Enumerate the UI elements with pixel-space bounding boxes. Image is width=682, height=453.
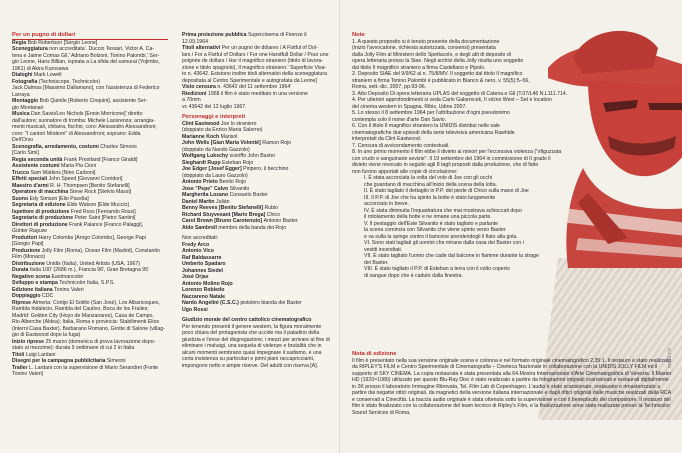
cast-list — [182, 121, 332, 232]
credit-label: Suono — [12, 195, 30, 202]
note-line: 6. Con il titolo Il magnifico straniero la UNIDIS distribui nelle sale — [352, 123, 500, 129]
credit-label: Ispettore di produzione — [12, 208, 71, 215]
note-line: interpretati da Clint Eastwood. — [352, 136, 422, 142]
cast-actor: Sieghardt Rupp — [182, 159, 223, 166]
credit-text: stato al mezzime): durata 9 settimane di cui 2 in Italia — [12, 345, 135, 351]
cut-line: accorciato in breve. — [364, 201, 409, 207]
credit-text: depositata al Centro Sperimentale e autografata da Leone] — [182, 77, 317, 84]
uncredited-name: Umberto Spadaro — [182, 261, 226, 267]
credit-text: Larraya — [12, 91, 30, 98]
credit-text: 12.09.1964 — [182, 38, 208, 45]
cast-role: Antonio Baxter — [263, 218, 298, 224]
cast-role: Silvanito — [229, 185, 250, 192]
note-line: del cinema western in Spagna. Ribis, Udine 2007. — [352, 103, 467, 110]
credit-text: Jolly Film (Roma), Ocean Film (Madrid), Constantin — [41, 247, 160, 254]
note-line: contempla solo il nome d'arte Dan Savio. — [352, 116, 447, 123]
credit-text: zione e titolo spagnolo), Il magnifico straniero.' Superficie Visa- — [182, 64, 327, 71]
credit-label: Musica — [12, 111, 32, 117]
credit-text: n. 43642 del 11 settembre 1964' — [217, 84, 292, 90]
info-column — [182, 32, 332, 369]
credit-text: Tonino Valeri — [54, 286, 84, 293]
cast-role: Benito Rojo — [219, 179, 247, 185]
credit-text: Fred Ross [Fernando Rossi] — [70, 208, 136, 215]
credit-text: coro: "I cantori Moderni" di Alessandroni; soprano: Edda — [12, 130, 141, 137]
cast-role: (doppiato da Nando Gazzolo) — [182, 146, 250, 153]
cut-line: IV. È stata diminuita l'inquadratura che mai mostrava schioccati dopo — [364, 207, 522, 214]
credit-text: R. H. Thompsen [Benito Stefanelli] — [50, 182, 130, 189]
cast-role: Marisol — [220, 133, 238, 140]
cut-line: VI. Sono stati tagliati gli uomini che mirano dalla casa dei Baxter con i — [364, 240, 524, 246]
credit-label: Visto censura — [182, 84, 218, 90]
credit-label: Riprese — [12, 299, 33, 306]
credit-label: Regia seconda unità — [12, 156, 64, 163]
credits-column — [12, 32, 168, 378]
cut-line: che guardano di macchina all'inizio della scena della lotta. — [364, 181, 498, 188]
credit-label: Distribuzione — [12, 260, 47, 267]
note-line: dal titolo Il magnifico straniero a firma Castellano e Pipolo. — [352, 64, 486, 71]
credit-text: Bob Quintle [Roberto Cinquini], assistente Ser- — [39, 98, 148, 104]
uncredited-name: José Orjas — [182, 274, 209, 280]
note-line: dalla Jolly Film al Ministero dello Spettacolo, e degli atti di deposito di — [352, 51, 511, 58]
credit-label: Scenografia, arredamento, costumi — [12, 143, 101, 150]
credit-label: Direttori di produzione — [12, 221, 70, 228]
credit-label: Regia — [12, 39, 28, 46]
cast-role: Ramon Rojo — [262, 140, 292, 146]
credit-label: Prima proiezione pubblica — [182, 32, 249, 38]
cut-line: e va sulla la spinge contro il bancone prendendogli il fiato alla gola. — [364, 233, 518, 240]
cast-actor: Jose "Pepe" Calvo — [182, 185, 230, 192]
credit-text: Supercinema di Firenze il — [248, 32, 307, 38]
credit-label: Disegni per la campagna pubblicitaria — [12, 358, 107, 364]
cast-role: sceriffo John Baxter — [229, 153, 276, 159]
uncredited-name: Antonio Molino Rojo — [182, 280, 233, 287]
cut-line: VIII. È stato tagliato il P.P. di Esteban a terra con il volto coperto — [364, 266, 510, 272]
note-line: (inizio l'avvocatone, richiesta autorizzata, consensi) presentata — [352, 45, 496, 51]
credit-text: Sam Watkins [Nino Carboni] — [30, 169, 96, 176]
cast-role: Esteban Rojo — [222, 159, 254, 166]
cast-role: Consuelo Baxter — [229, 192, 268, 198]
credit-text: John Speed [Giovanni Corridori] — [48, 176, 123, 182]
credit-label: Doppiaggio — [12, 293, 42, 299]
credit-text: Rambla Indalecio, Rambla del Cautivo, Boca de los Frailes; — [12, 306, 149, 312]
credit-label: Dialoghi — [12, 72, 34, 78]
cast-role: Piripero, il becchino — [243, 166, 289, 172]
note-line: opera letteraria presso la Siae. Negli archivi della Jolly risulta uno soggetto — [352, 58, 524, 64]
cut-line: il rotolamento della botte e ne rimane una piccola parte. — [364, 214, 492, 220]
left-page — [0, 0, 340, 453]
edition-note — [352, 351, 672, 416]
credit-label: Montaggio — [12, 98, 40, 104]
credit-label: Edizione italiana — [12, 286, 55, 293]
notes-column — [352, 32, 678, 279]
cut-line: dei Baxter. — [364, 259, 389, 266]
credit-text: Per un pugno de dólares / A Fistful of Dol- — [221, 45, 318, 51]
credit-text: (interni Casa Baxter), Barbarano Romano, Grotte di Salone (villag- — [12, 325, 165, 332]
cast-actor: Antonio Prieto — [182, 179, 220, 185]
note-line: 1. A questo proposito si è tenuto presente della documentazione — [352, 38, 500, 45]
credit-text: Film (Monaco) — [12, 254, 46, 260]
credit-text: poignée de dollars / Hur il magnifico straniero (titolo di lavora- — [182, 58, 323, 64]
credit-label: Riedizioni — [182, 90, 208, 97]
cast-actor: Benny Reeves [Benito Stefanelli] — [182, 205, 265, 211]
notes-heading: Note — [352, 32, 365, 38]
cast-role: (doppiato da Lauro Gazzolo) — [182, 172, 248, 179]
credit-label: Trucco — [12, 169, 31, 176]
uncredited-name: Nazzareno Natale — [182, 293, 225, 300]
credit-text: Harry Colombo [Arrigo Colombo], George Papi — [38, 234, 146, 241]
cast-role: Joe lo straniero — [220, 120, 257, 127]
credit-text: Steve Rock [Stelvio Massi] — [69, 189, 132, 195]
credit-text: Dell'Orso — [12, 137, 34, 143]
note-line: 8. In uno primo momento il film ebbe il divieto ai minori per l'eccessiva violenza ("sfiguzzata — [352, 149, 562, 155]
uncredited-name: Antonio Vico — [182, 248, 214, 254]
right-page — [340, 0, 682, 453]
cut-line: la scena comincia con Silvanito che viene spinto verso Baxter — [364, 227, 506, 233]
credit-text: vc 43642 del 12 luglio 1967. — [182, 103, 247, 110]
note-line: cinematografiche due episodi della serie televisiva americana Rawhide — [352, 129, 515, 136]
credit-label: Titoli alternativi — [182, 45, 222, 51]
credit-text: Luigi Lardani — [25, 351, 56, 358]
giudizio-text: Per tenendo presenti il genere western, la figura moralmente poco chiara del protagonista che uccide ma il paladino della giustizia e l'ense del disgregazione, i mezzi per arrivare al fine di eliminare i malvagi, una sequela di violenze e brutalità che in alcuni momenti sembrano quasi impegnare il sadismo, e una certa insistenza su particolari e primi piani raccapriccianti, impongono netto e ampie riserve. Del adulti con riserva [A]. — [182, 323, 330, 369]
credit-text: [Giorgio Papi] — [12, 241, 44, 247]
note-line: non furono apportati alle copie di circolazione: — [352, 168, 458, 175]
credit-text: gio Montanari — [12, 104, 44, 111]
credit-text: Dan Savio/Leo Nichols [Ennio Morricone]' diretto — [31, 111, 143, 117]
note-line: divieto viene revocato in seguito agli 8 tagli proposti dalla produzione, che di fatto — [352, 162, 539, 168]
cut-line: III. Il P.P. di Joe che ha spinto la botte è stato lungamente — [364, 194, 496, 201]
credit-label: Assistente costumi — [12, 163, 62, 169]
credit-label: Effetti speciali — [12, 176, 49, 182]
cut-line: II. È stato tagliato il dettaglio in P.P. del piede di Chico sulla mano di Joe — [364, 188, 529, 194]
credit-label: Fotografia — [12, 78, 39, 85]
uncredited-name: Fredy Arco — [182, 241, 210, 248]
cut-line: di sangue dopo che è caduto dalla finestra. — [364, 272, 463, 279]
uncredited-name: Raf Baldassarre — [182, 254, 222, 261]
credit-text: CDC — [41, 293, 54, 299]
credit-text: Bob Robertson [Sergio Leone] — [27, 39, 98, 46]
credit-text: Edy Simson [Elio Pacella] — [29, 195, 89, 202]
cast-actor: Aldo Sambrell — [182, 224, 219, 231]
credit-text: Mark Lowell — [33, 72, 62, 78]
credit-text: Tonino Valeri) — [12, 371, 44, 377]
credit-text: Rio Alberche (Aldea); Italia, Roma e provincia: Stabilimenti Elios — [12, 319, 160, 325]
uncredited-name: Johannes Siedel — [182, 267, 223, 274]
cut-line: vestiti incendiati. — [364, 246, 403, 253]
credit-line — [12, 85, 168, 92]
credit-label: Sviluppo e stampa — [12, 280, 60, 286]
credit-label: Sceneggiatura — [12, 46, 50, 52]
cast-role: Rubio — [264, 205, 279, 211]
credit-label: Titoli — [12, 351, 26, 358]
credit-label: Negativo scena — [12, 273, 52, 280]
credit-text: Charles Simons — [100, 143, 137, 150]
cast-role: membro della banda dei Rojo — [218, 224, 287, 231]
edition-text: Il film è presentato nella sua versione originale scena e colonna e nel formato originale cinematografico 2,35:1. Il restauro è stato realizzato da RIPLEY'S FILM e Centro Sperimentale di Cinematografia – Cineteca Nazionale in collaborazione con la UNIDIS JOLLY FILM ed il supporto di SKY CINEMA. La copia restaurata è stata presentata alla 64.Mostra Internazionale d'Arte Cinematografica di Venezia. Il Master HD (1920×1080) utilizzato per questo Blu-Ray Disc è stato realizzato a partire da fotogrammi originali scansionati e restaurati digitalmente in 2K presso il laboratorio Immagine Ritrovata, Tel. Film Lab di Copenhagen. L'audio è stato scansionato, restaurato e rimasterizzato a partire dai negativi ottici originali, da magnetici della versione italiana internazionale e dagli ottici originali dalle musiche realizzati dalla RCA e conservati a Cinecittà. La traccia audio originale è stata ottenuta sotto la supervisione e con il beneplacito del compositore. Il restauro del film è stato finalizzato con la collaborazione del team tecnico di Ripley's Film, e la finalizzazione sono state realizzate presso la Technicolor Sound Services di Roma. — [352, 357, 672, 416]
credit-text: Günter Raguse — [12, 228, 48, 234]
cast-actor: Richard Stuyvesant [Mario Brega] — [182, 211, 267, 218]
credit-text: Eastmancolor — [51, 273, 84, 280]
credit-text: tena e Jaime Comas Gil,' Adriano Bolzoni, Tonino Palombi,' Ser- — [12, 52, 160, 59]
uncredited-name: Lorenzo Robledo — [182, 287, 225, 293]
credit-label: Trailer — [12, 364, 30, 371]
cast-heading: Personaggi e interpreti — [182, 114, 246, 120]
cut-line: I. È stata accorciata la volta del volo di Joe con gli occhi — [364, 175, 493, 181]
credit-label: Produzione — [12, 247, 42, 254]
cut-line: VII. È stato tagliato l'uomo che cade dal balcone in fiamme durante la strage — [364, 253, 539, 259]
giudizio-heading: Giudizio morale del centro cattolico cinematografico — [182, 317, 312, 323]
credit-label: Operatore di macchina — [12, 189, 70, 195]
cast-actor: Joe Edger [Josef Egger] — [182, 166, 244, 172]
note-line: 3. Atto Deposito Di opera letteraria UPLAS del soggetto di Catena e Gil (T.07/L46 N.L111.714. — [352, 90, 568, 97]
credit-text: non accreditata'. Duccio Tessari, Victor A. Ca- — [49, 46, 155, 52]
note-line: con crudo e sanguinarie sevizie". Il 19 settembre del 1964 in commissione di II grado il — [352, 155, 551, 162]
cast-actor: Clint Eastwood — [182, 120, 221, 127]
credit-text: 1968 il film è stato reeditato in una versione — [207, 90, 308, 97]
note-line: 7. Censura di avvicendamento contestuali. — [352, 142, 450, 149]
credits-list — [12, 40, 168, 378]
note-line: 4. Per ulteriori approfondimenti si veda Carlo Gaberscek, Il vicino West – Set e location — [352, 97, 552, 103]
cast-actor: John Wells [Gian Maria Volonté] — [182, 140, 263, 146]
publisher-stamp: RIPLEY'S — [667, 348, 672, 368]
credit-text: gio di Eastwood dopo la fuga) — [12, 332, 81, 338]
credit-text: 25 marzo (domenica di prova lavorazione dopo- — [45, 338, 156, 345]
credit-text: dall'autore; suonatore di tromba: Michele Lacerenza; arrangia- — [12, 117, 155, 124]
cast-actor: Wolfgang Lukschy — [182, 153, 230, 159]
credit-line — [12, 371, 168, 378]
note-line: straniero a firma Tonino Palombi è pubblicato in Bianco & nero, v. 55(5):5–56, — [352, 77, 530, 84]
credit-text: [Carlo Simi] — [12, 150, 39, 156]
cast-role: Chico — [266, 211, 281, 218]
credit-text: Madrid: Golden City (Hoyo de Manzanares), Casa de Campo, — [12, 312, 154, 319]
credit-label: Durata — [12, 267, 30, 273]
credit-text: Frank Palance [Franco Palaggi], — [69, 221, 144, 228]
credit-text: Jack Dalmas [Massimo Dallamano], con l'assistenza di Federico — [12, 85, 160, 91]
note-line: Roma, sett.-dic. 2007, pp.93-96. — [352, 84, 427, 90]
uncredited-list — [182, 242, 332, 314]
credit-label: Inizio riprese — [12, 338, 46, 345]
cuts-list — [352, 175, 678, 279]
credit-text: (Techniscope, Technicolor) — [38, 78, 101, 85]
credit-text: Peter Saint [Pietro Santini] — [74, 215, 136, 221]
uncredited-name: Ugo Rossi — [182, 306, 208, 313]
credit-text: Almeria: Cortijo El Sotillo (San José), Los Albaricoques, — [32, 299, 160, 306]
notes-list — [352, 39, 678, 176]
credit-text: Maria Pia Cioni — [61, 163, 97, 169]
credit-label: Maestro d'armi — [12, 182, 51, 189]
cast-role: (doppiato da Enrico Maria Salerno) — [182, 127, 263, 133]
cast-actor: Carol Brown [Bruno Carotenuto] — [182, 218, 264, 224]
cast-actor: Marianne Koch — [182, 133, 221, 140]
credit-label: Segretario di produzione — [12, 215, 75, 221]
credit-text: gio Leone, Hans Billian, ispirata a La sfida del samurai (Yojimbo, — [12, 59, 160, 65]
note-line: 2. Deposito SIAE del 9/9/62 al n. 75/8/MV. Il soggetto dal titolo Il magnifico — [352, 71, 523, 77]
uncredited-heading: Non accreditati: — [182, 235, 219, 241]
edition-heading: Nota di edizione — [352, 351, 397, 357]
cast-role: Julián — [216, 198, 230, 205]
credit-text: Simeoni — [106, 358, 126, 364]
release-info — [182, 32, 332, 110]
credit-label: Segretaria di edizione — [12, 202, 68, 208]
cast-actor: Daniel Martin — [182, 198, 217, 205]
credit-text: Technicolor Italia, S.P.S. — [59, 280, 115, 286]
uncredited-name: Nardo Angelini (C.S.C.) — [182, 300, 239, 306]
credit-label: Produttori — [12, 234, 39, 241]
credit-text: Elde Watson [Elde Muccio] — [67, 202, 129, 208]
credit-text: to n. 43642. Esistono inoltre titoli alternativi della sceneggiatura — [182, 71, 328, 77]
cast-actor: Margherita Lozano — [182, 192, 230, 198]
credit-text: Unidis (Italia), United Artists (USA, 1967) — [46, 260, 140, 267]
cut-line: V. Il pestaggio dell'Este Silvanito è stato tagliato e parlante — [364, 220, 499, 227]
credit-text: Frank Prestland [Franco Giraldi] — [63, 156, 138, 163]
credit-text: menti musicali, chitarra, fischio, coro: Alessandro Alessandroni; — [12, 124, 157, 130]
credit-text: L. Lardani con la supervisione di Mario Serandrei (Fonte — [29, 364, 159, 371]
credit-text: 1961) di Akira Kurosawa — [12, 65, 69, 72]
credit-text: Italia 100' (2686 m.), Francia 96', Gran Bretagna 95' — [29, 267, 150, 273]
credit-text: a 70mm — [182, 97, 201, 103]
note-line: 5. Lo stesso il 8 settembre 1964 per l'attribuzione d'ogni pseudonimo — [352, 110, 510, 116]
uncredited-role: pistolero bianda dei Baxter — [238, 300, 302, 306]
film-title-heading: Per un pugno di dollari — [12, 32, 168, 40]
credit-text: lars / For a Fistful of Dollars / For one Handfull Dollar / Pour une — [182, 51, 329, 58]
